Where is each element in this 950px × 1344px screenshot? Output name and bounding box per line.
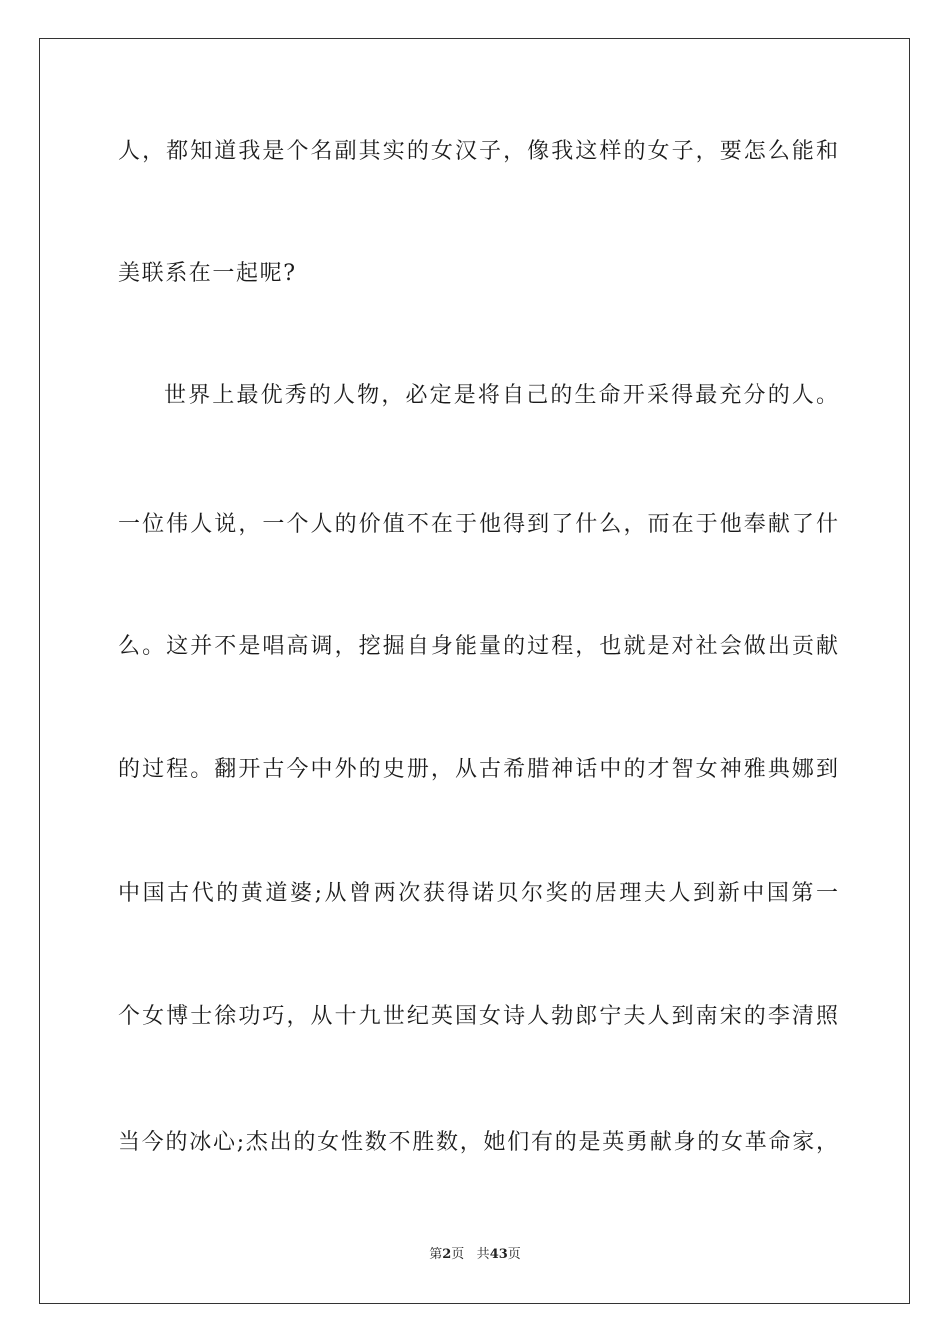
text-line-8: 个女博士徐功巧，从十九世纪英国女诗人勃郎宁夫人到南宋的李清照 (118, 1004, 838, 1029)
total-suffix: 页 (507, 1247, 521, 1262)
text-line-1: 人，都知道我是个名副其实的女汉子，像我这样的女子，要怎么能和 (118, 139, 838, 164)
page-total: 43 (489, 1247, 508, 1262)
page-footer (0, 1246, 950, 1264)
page-suffix: 页 (451, 1247, 465, 1262)
text-line-5: 么。这并不是唱高调，挖掘自身能量的过程，也就是对社会做出贡献 (118, 634, 838, 659)
page-border (39, 38, 910, 1304)
text-line-3: 世界上最优秀的人物，必定是将自己的生命开采得最充分的人。 (164, 383, 838, 408)
text-line-7: 中国古代的黄道婆;从曾两次获得诺贝尔奖的居理夫人到新中国第一 (118, 881, 838, 906)
total-prefix: 共 (476, 1247, 490, 1262)
text-line-9: 当今的冰心;杰出的女性数不胜数，她们有的是英勇献身的女革命家， (118, 1130, 838, 1155)
page-number: 2 (442, 1247, 452, 1262)
page-prefix: 第 (429, 1247, 443, 1262)
text-line-6: 的过程。翻开古今中外的史册，从古希腊神话中的才智女神雅典娜到 (118, 757, 838, 782)
text-line-2: 美联系在一起呢? (118, 261, 297, 286)
text-line-4: 一位伟人说，一个人的价值不在于他得到了什么，而在于他奉献了什 (118, 512, 838, 537)
